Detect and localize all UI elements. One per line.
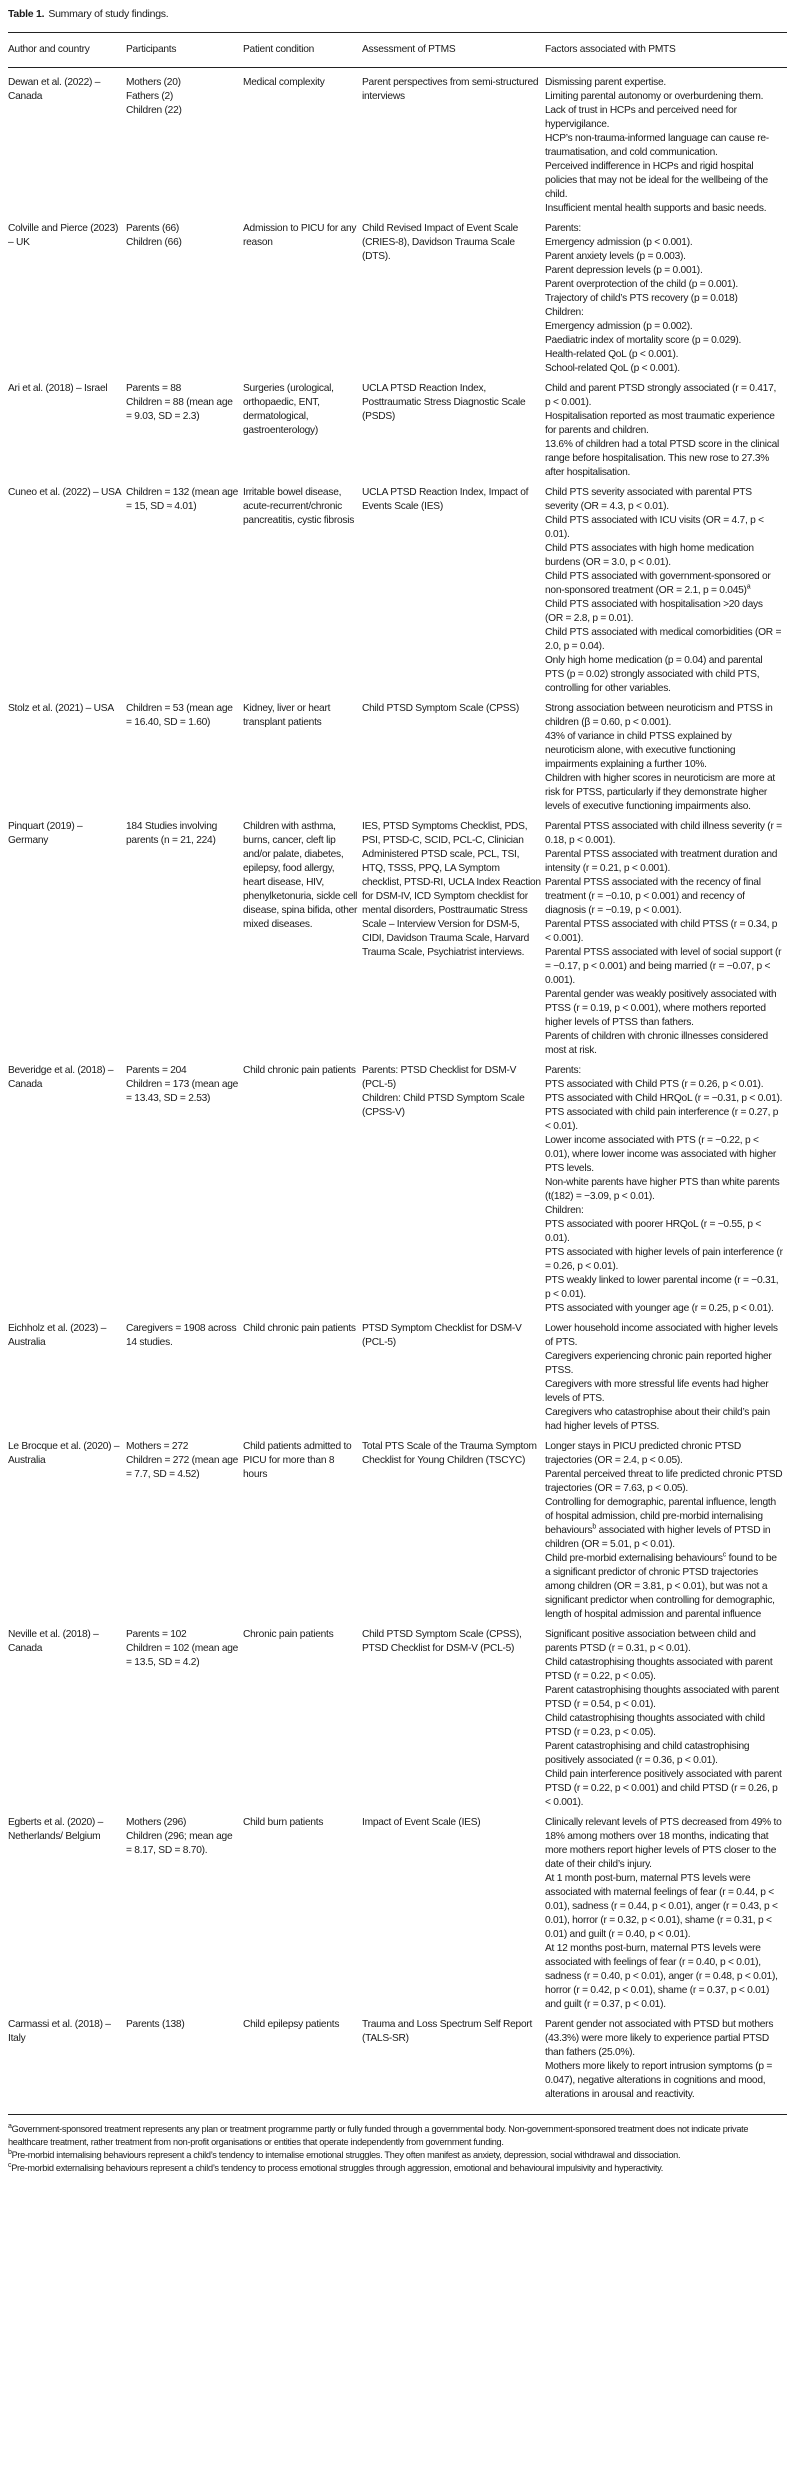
condition-line: Irritable bowel disease, acute-recurrent/chronic pancreatitis, cystic fibrosis (243, 487, 355, 526)
factor-item (545, 1816, 783, 1872)
assessment-line: UCLA PTSD Reaction Index, Posttraumatic Stress Diagnostic Scale (PSDS) (362, 383, 526, 422)
study-findings-table (8, 32, 787, 2115)
condition-line: Chronic pain patients (243, 1629, 334, 1640)
participants-line: Fathers (2) (126, 91, 174, 102)
cell-participants (126, 68, 243, 219)
factor-text: Parents: (545, 1065, 581, 1076)
factor-text: Parents: (545, 223, 581, 234)
factor-item (545, 702, 783, 730)
cell-factors (545, 218, 787, 378)
cell-factors (545, 482, 787, 698)
cell-author: Colville and Pierce (2023) – UK (8, 223, 119, 248)
factor-text: PTS associated with higher levels of pain interference (r = 0.26, p < 0.01). (545, 1247, 783, 1272)
cell-condition (243, 698, 362, 816)
table-row (8, 698, 787, 816)
cell-participants (126, 1060, 243, 1318)
factor-item (545, 1302, 783, 1316)
footnote-text: Pre-morbid internalising behaviours represent a child’s tendency to internalise emotional struggles. They often manifest as anxiety, depression, social withdrawal and dissociation. (11, 2150, 681, 2160)
factor-item (545, 1218, 783, 1246)
factor-item (545, 264, 783, 278)
cell-assessment (362, 2014, 545, 2115)
condition-line: Child burn patients (243, 1817, 324, 1828)
factor-text: Lower income associated with PTS (r = −0.22, p < 0.01), where lower income was associated with higher PTS levels. (545, 1135, 777, 1174)
table-title: Summary of study findings. (48, 8, 169, 20)
footnote-marker: a (746, 583, 751, 591)
cell-author: Stolz et al. (2021) – USA (8, 703, 114, 714)
factor-text: Strong association between neuroticism and PTSS in children (β = 0.60, p < 0.001). (545, 703, 773, 728)
factor-item (545, 410, 783, 438)
factor-item (545, 1246, 783, 1274)
factor-text: Emergency admission (p = 0.002). (545, 321, 693, 332)
participants-line: Children = 132 (mean age = 15, SD ≈ 4.01) (126, 487, 239, 512)
factor-text: PTS weakly linked to lower parental income (r = −0.31, p < 0.01). (545, 1275, 779, 1300)
factor-item (545, 542, 783, 570)
factor-text: Parent depression levels (p = 0.001). (545, 265, 703, 276)
assessment-line: Child PTSD Symptom Scale (CPSS) (362, 703, 519, 714)
factor-item (545, 1406, 783, 1434)
factor-item (545, 1030, 783, 1058)
factor-text: Significant positive association between child and parents PTSD (r = 0.31, p < 0.01). (545, 1629, 756, 1654)
participants-line: Children = 173 (mean age = 13.43, SD = 2.53) (126, 1079, 239, 1104)
footnote-mark: c (8, 2161, 12, 2169)
cell-assessment (362, 482, 545, 698)
factor-text: Parent catastrophising and child catastrophising positively associated (r = 0.36, p < 0.01). (545, 1741, 750, 1766)
footnote (8, 2123, 787, 2149)
factor-item (545, 1552, 783, 1622)
factor-item (545, 730, 783, 772)
factor-item (545, 654, 783, 696)
cell-author: Eichholz et al. (2023) – Australia (8, 1323, 107, 1348)
factor-text: Parental PTSS associated with child illness severity (r = 0.18, p < 0.001). (545, 821, 782, 846)
footnote (8, 2162, 787, 2175)
factor-text: Children: (545, 1205, 584, 1216)
factor-text: Parent gender not associated with PTSD but mothers (43.3%) were more likely to experience partial PTSD than fathers (25.0%). (545, 2019, 774, 2058)
table-row (8, 1812, 787, 2014)
table-row (8, 378, 787, 482)
condition-line: Children with asthma, burns, cancer, cleft lip and/or palate, diabetes, epilepsy, food allergy, heart disease, HIV, phenylketonuria, sickle cell disease, spina bifida, other mixed diseases. (243, 821, 358, 930)
participants-line: Children = 272 (mean age = 7.7, SD = 4.52) (126, 1455, 239, 1480)
cell-factors (545, 68, 787, 219)
factor-text: Parental PTSS associated with the recency of final treatment (r = −0.10, p < 0.001) and recency of diagnosis (r = −0.19, p < 0.001). (545, 877, 761, 916)
cell-participants (126, 1318, 243, 1436)
table-row (8, 1318, 787, 1436)
factor-item (545, 348, 783, 362)
participants-line: Mothers (296) (126, 1817, 187, 1828)
cell-author: Cuneo et al. (2022) – USA (8, 487, 122, 498)
factor-item (545, 1092, 783, 1106)
footnote-mark: a (8, 2122, 12, 2130)
factor-item (545, 1628, 783, 1656)
table-body (8, 68, 787, 2115)
cell-participants (126, 1812, 243, 2014)
assessment-line: PTSD Symptom Checklist for DSM-V (PCL-5) (362, 1323, 522, 1348)
participants-line: Children = 88 (mean age = 9.03, SD = 2.3) (126, 397, 233, 422)
header-author: Author and country (8, 33, 126, 68)
participants-line: Children = 102 (mean age = 13.5, SD = 4.2) (126, 1643, 239, 1668)
cell-participants (126, 218, 243, 378)
factor-text: Lower household income associated with higher levels of PTS. (545, 1323, 778, 1348)
factor-item (545, 598, 783, 626)
factor-item (545, 1496, 783, 1552)
factor-item (545, 1656, 783, 1684)
factor-text: Child catastrophising thoughts associated with parent PTSD (r = 0.22, p < 0.05). (545, 1657, 773, 1682)
cell-assessment (362, 1060, 545, 1318)
participants-line: Mothers = 272 (126, 1441, 189, 1452)
factor-item (545, 1740, 783, 1768)
factor-item (545, 292, 783, 306)
condition-line: Admission to PICU for any reason (243, 223, 357, 248)
assessment-line: UCLA PTSD Reaction Index, Impact of Events Scale (IES) (362, 487, 529, 512)
factor-text: Parent overprotection of the child (p = 0.001). (545, 279, 738, 290)
factor-text: Parental gender was weakly positively associated with PTSS (r = 0.19, p < 0.001), where mothers reported higher levels of PTSS than fathers. (545, 989, 777, 1028)
participants-line: Parents (138) (126, 2019, 185, 2030)
factor-item (545, 76, 783, 90)
cell-factors (545, 1436, 787, 1624)
factor-text: Child PTS severity associated with parental PTS severity (OR = 4.3, p < 0.01). (545, 487, 752, 512)
cell-factors (545, 1060, 787, 1318)
factor-item (545, 772, 783, 814)
factor-text: Child catastrophising thoughts associated with child PTSD (r = 0.23, p < 0.05). (545, 1713, 765, 1738)
table-row (8, 218, 787, 378)
footnote-text: Government-sponsored treatment represents any plan or treatment programme partly or fully funded through a governmental body. Non-government-sponsored treatment does not indicate private healthcare treatment, rather treatment from non-profit organisations or entities that operate independently from government funding. (8, 2124, 749, 2147)
factor-text: Caregivers who catastrophise about their child’s pain had higher levels of PTSS. (545, 1407, 770, 1432)
factor-text: Child PTS associated with medical comorbidities (OR = 2.0, p = 0.04). (545, 627, 782, 652)
factor-text: Limiting parental autonomy or overburdening them. (545, 91, 764, 102)
factor-item (545, 988, 783, 1030)
factor-item (545, 1134, 783, 1176)
cell-assessment (362, 68, 545, 219)
factor-text: Lack of trust in HCPs and perceived need for hypervigilance. (545, 105, 737, 130)
factor-text: Perceived indifference in HCPs and rigid hospital policies that may not be ideal for the wellbeing of the child. (545, 161, 768, 200)
factor-item (545, 1712, 783, 1740)
table-row (8, 816, 787, 1060)
factor-text: Child pre-morbid externalising behaviours (545, 1553, 723, 1564)
factor-text: Health-related QoL (p < 0.001). (545, 349, 679, 360)
cell-author: Neville et al. (2018) – Canada (8, 1629, 99, 1654)
factor-item (545, 104, 783, 132)
cell-participants (126, 378, 243, 482)
factor-item (545, 946, 783, 988)
factor-item (545, 90, 783, 104)
cell-assessment (362, 1812, 545, 2014)
cell-condition (243, 1624, 362, 1812)
factor-text: Parental PTSS associated with level of social support (r = −0.17, p < 0.001) and being married (r = −0.07, p < 0.001). (545, 947, 782, 986)
factor-text: PTS associated with younger age (r = 0.25, p < 0.01). (545, 1303, 774, 1314)
factor-text: Parental PTSS associated with child PTSS (r = 0.34, p < 0.001). (545, 919, 778, 944)
factor-item (545, 362, 783, 376)
factor-item (545, 820, 783, 848)
cell-condition (243, 1436, 362, 1624)
cell-factors (545, 378, 787, 482)
footnote (8, 2149, 787, 2162)
factor-item (545, 250, 783, 264)
factor-item (545, 132, 783, 160)
factor-item (545, 334, 783, 348)
factor-item (545, 1204, 783, 1218)
factor-text: Parental PTSS associated with treatment duration and intensity (r = 0.21, p < 0.001). (545, 849, 778, 874)
factor-text: HCP’s non-trauma-informed language can cause re-traumatisation, and cold communication. (545, 133, 769, 158)
table-row (8, 1436, 787, 1624)
cell-author: Dewan et al. (2022) – Canada (8, 77, 101, 102)
participants-line: Children = 53 (mean age = 16.40, SD = 1.60) (126, 703, 233, 728)
footnote-text: Pre-morbid externalising behaviours represent a child’s tendency to process emotional struggles through aggression, emotional and behavioural impulsivity and hyperactivity. (11, 2163, 663, 2173)
factor-item (545, 570, 783, 598)
assessment-line: Total PTS Scale of the Trauma Symptom Checklist for Young Children (TSCYC) (362, 1441, 537, 1466)
cell-assessment (362, 1436, 545, 1624)
factor-text: Children: (545, 307, 584, 318)
condition-line: Medical complexity (243, 77, 325, 88)
cell-participants (126, 482, 243, 698)
factor-text-cont: found to be a significant predictor of chronic PTSD trajectories among children (OR = 3.81, p < 0.01), but was not a significant predictor when controlling for demographic, length of hospital admission and parental influence (545, 1553, 777, 1620)
table-caption (8, 8, 787, 20)
cell-condition (243, 1812, 362, 2014)
factor-item (545, 278, 783, 292)
factor-item (545, 1768, 783, 1810)
factor-item (545, 382, 783, 410)
condition-line: Child chronic pain patients (243, 1323, 356, 1334)
footnote-marker: b (592, 1523, 596, 1531)
cell-condition (243, 378, 362, 482)
assessment-line: Impact of Event Scale (IES) (362, 1817, 481, 1828)
factor-item (545, 320, 783, 334)
factor-text: Non-white parents have higher PTS than white parents (t(182) = −3.09, p < 0.01). (545, 1177, 780, 1202)
participants-line: Children (22) (126, 105, 182, 116)
factor-text: PTS associated with poorer HRQoL (r = −0.55, p < 0.01). (545, 1219, 762, 1244)
factor-item (545, 1684, 783, 1712)
factor-item (545, 1176, 783, 1204)
factor-text: Parent anxiety levels (p = 0.003). (545, 251, 686, 262)
cell-condition (243, 816, 362, 1060)
factor-item (545, 2060, 783, 2102)
table-row (8, 68, 787, 219)
factor-text: Paediatric index of mortality score (p = 0.029). (545, 335, 742, 346)
assessment-line: IES, PTSD Symptoms Checklist, PDS, PSI, PTSD-C, SCID, PCL-C, Clinician Administered PTSD scale, PCL, TSI, HTQ, TSSS, PPQ, LA Symptom checklist, PTSD-RI, UCLA Index Reaction for DSM-IV, ICD Symptom checklist for mental disorders, Posttraumatic Stress Scale – Interview Version for DSM-5, CIDI, Davidson Trauma Scale, Harvard Trauma Scale, Psychiatrist interviews. (362, 821, 541, 958)
footnote-mark: b (8, 2148, 12, 2156)
assessment-line: Children: Child PTSD Symptom Scale (CPSS-V) (362, 1093, 525, 1118)
table-header (8, 33, 787, 68)
factor-item (545, 918, 783, 946)
factor-text: 43% of variance in child PTSS explained by neuroticism alone, with executive functioning impairments explaining a further 10%. (545, 731, 736, 770)
condition-line: Kidney, liver or heart transplant patients (243, 703, 331, 728)
factor-item (545, 306, 783, 320)
factor-text: Insufficient mental health supports and basic needs. (545, 203, 767, 214)
factor-item (545, 514, 783, 542)
condition-line: Child chronic pain patients (243, 1065, 356, 1076)
factor-item (545, 222, 783, 236)
footnote-marker: c (722, 1551, 726, 1559)
cell-assessment (362, 378, 545, 482)
factor-item (545, 1106, 783, 1134)
factor-text: Parents of children with chronic illnesses considered most at risk. (545, 1031, 768, 1056)
factor-item (545, 2018, 783, 2060)
factor-item (545, 1350, 783, 1378)
header-assessment: Assessment of PTMS (362, 33, 545, 68)
cell-participants (126, 816, 243, 1060)
cell-factors (545, 1812, 787, 2014)
factor-item (545, 1078, 783, 1092)
factor-text: Children with higher scores in neuroticism are more at risk for PTSS, particularly if they demonstrate higher levels of executive functioning impairments also. (545, 773, 775, 812)
factor-text: Child PTS associated with hospitalisation >20 days (OR = 2.8, p = 0.01). (545, 599, 763, 624)
factor-text: Hospitalisation reported as most traumatic experience for parents and children. (545, 411, 775, 436)
table-row (8, 1624, 787, 1812)
table-row (8, 2014, 787, 2115)
factor-text: Controlling for demographic, parental influence, length of hospital admission, child pre-morbid internalising behaviours (545, 1497, 776, 1536)
cell-factors (545, 1318, 787, 1436)
factor-item (545, 486, 783, 514)
factor-item (545, 1064, 783, 1078)
factor-item (545, 848, 783, 876)
factor-text: Child pain interference positively associated with parent PTSD (r = 0.22, p < 0.001) and child PTSD (r = 0.26, p < 0.001). (545, 1769, 782, 1808)
factor-text: At 12 months post-burn, maternal PTS levels were associated with feelings of fear (r = 0.40, p < 0.01), sadness (r = 0.40, p < 0.01), anger (r = 0.48, p < 0.01), horror (r = 0.42, p < 0.01), shame (r = 0.37, p < 0.01) and guilt (r = 0.37, p < 0.01). (545, 1943, 778, 2010)
factor-text: PTS associated with child pain interference (r = 0.27, p < 0.01). (545, 1107, 779, 1132)
cell-author: Pinquart (2019) – Germany (8, 821, 83, 846)
cell-assessment (362, 816, 545, 1060)
factor-item (545, 160, 783, 202)
participants-line: Children (296; mean age = 8.17, SD = 8.70). (126, 1831, 233, 1856)
cell-condition (243, 218, 362, 378)
cell-author: Carmassi et al. (2018) – Italy (8, 2014, 126, 2115)
factor-text: Parent catastrophising thoughts associated with parent PTSD (r = 0.54, p < 0.01). (545, 1685, 779, 1710)
participants-line: Parents = 88 (126, 383, 182, 394)
factor-text: At 1 month post-burn, maternal PTS levels were associated with maternal feelings of fear (r = 0.44, p < 0.01), sadness (r = 0.44, p < 0.01), anger (r = 0.43, p < 0.01), horror (r = 0.32, p < 0.01), shame (r = 0.31, p < 0.01) and guilt (r = 0.40, p < 0.01). (545, 1873, 778, 1940)
cell-factors (545, 2014, 787, 2115)
cell-condition (243, 2014, 362, 2115)
factor-item (545, 1322, 783, 1350)
factor-item (545, 1440, 783, 1468)
assessment-line: Parent perspectives from semi-structured interviews (362, 77, 539, 102)
factor-text: Child PTS associates with high home medication burdens (OR = 3.0, p < 0.01). (545, 543, 754, 568)
factor-item (545, 1872, 783, 1942)
factor-text: 13.6% of children had a total PTSD score in the clinical range before hospitalisation. This new rose to 27.3% after hospitalisation. (545, 439, 780, 478)
factor-text: Only high home medication (p = 0.04) and parental PTS (p = 0.02) strongly associated with child PTS, controlling for other variables. (545, 655, 763, 694)
assessment-line: Trauma and Loss Spectrum Self Report (TALS-SR) (362, 2019, 533, 2044)
factor-text: Parental perceived threat to life predicted chronic PTSD trajectories (OR = 7.63, p < 0.05). (545, 1469, 783, 1494)
cell-author: Le Brocque et al. (2020) – Australia (8, 1441, 120, 1466)
cell-participants (126, 698, 243, 816)
assessment-line: Child PTSD Symptom Scale (CPSS), PTSD Checklist for DSM-V (PCL-5) (362, 1629, 522, 1654)
factor-text: Mothers more likely to report intrusion symptoms (p = 0.047), negative alterations in cognitions and mood, alterations in arousal and reactivity. (545, 2061, 773, 2100)
cell-factors (545, 698, 787, 816)
participants-line: Parents = 204 (126, 1065, 187, 1076)
factor-text: PTS associated with Child PTS (r = 0.26, p < 0.01). (545, 1079, 764, 1090)
table-row (8, 1060, 787, 1318)
factor-text: Child and parent PTSD strongly associated (r = 0.417, p < 0.001). (545, 383, 777, 408)
factor-text: Dismissing parent expertise. (545, 77, 666, 88)
factor-item (545, 438, 783, 480)
cell-condition (243, 482, 362, 698)
cell-condition (243, 1060, 362, 1318)
cell-condition (243, 68, 362, 219)
factor-text: Clinically relevant levels of PTS decreased from 49% to 18% among mothers over 18 months, indicating that more mothers report higher levels of PTS closer to the date of their child’s injury. (545, 1817, 782, 1870)
factor-text-cont: associated with higher levels of PTSD in children (OR = 5.01, p < 0.01). (545, 1525, 771, 1550)
factor-text: Child PTS associated with government-sponsored or non-sponsored treatment (OR = 2.1, p = 0.045) (545, 571, 771, 596)
factor-text: Child PTS associated with ICU visits (OR = 4.7, p < 0.01). (545, 515, 764, 540)
cell-factors (545, 816, 787, 1060)
cell-author: Ari et al. (2018) – Israel (8, 383, 108, 394)
table-label: Table 1. (8, 8, 45, 20)
assessment-line: Child Revised Impact of Event Scale (CRIES-8), Davidson Trauma Scale (DTS). (362, 223, 519, 262)
participants-line: Parents = 102 (126, 1629, 187, 1640)
cell-participants (126, 1624, 243, 1812)
cell-condition (243, 1318, 362, 1436)
participants-line: Mothers (20) (126, 77, 181, 88)
factor-text: Emergency admission (p < 0.001). (545, 237, 693, 248)
cell-factors (545, 1624, 787, 1812)
condition-line: Surgeries (urological, orthopaedic, ENT, dermatological, gastroenterology) (243, 383, 334, 436)
participants-line: 184 Studies involving parents (n = 21, 224) (126, 821, 218, 846)
cell-participants (126, 1436, 243, 1624)
factor-item (545, 1378, 783, 1406)
factor-text: School-related QoL (p < 0.001). (545, 363, 680, 374)
table-footnotes (8, 2123, 787, 2175)
factor-item (545, 626, 783, 654)
assessment-line: Parents: PTSD Checklist for DSM-V (PCL-5) (362, 1065, 517, 1090)
factor-text: Longer stays in PICU predicted chronic PTSD trajectories (OR = 2.4, p < 0.05). (545, 1441, 741, 1466)
factor-item (545, 1942, 783, 2012)
cell-assessment (362, 218, 545, 378)
header-factors: Factors associated with PMTS (545, 33, 787, 68)
header-condition: Patient condition (243, 33, 362, 68)
factor-item (545, 202, 783, 216)
cell-assessment (362, 698, 545, 816)
factor-text: PTS associated with Child HRQoL (r = −0.31, p < 0.01). (545, 1093, 783, 1104)
factor-item (545, 876, 783, 918)
cell-author: Egberts et al. (2020) – Netherlands/ Belgium (8, 1817, 104, 1842)
participants-line: Caregivers = 1908 across 14 studies. (126, 1323, 237, 1348)
factor-item (545, 1468, 783, 1496)
cell-author: Beveridge et al. (2018) – Canada (8, 1065, 114, 1090)
factor-text: Caregivers with more stressful life events had higher levels of PTS. (545, 1379, 769, 1404)
table-row (8, 482, 787, 698)
cell-assessment (362, 1318, 545, 1436)
condition-line: Child patients admitted to PICU for more than 8 hours (243, 1441, 352, 1480)
cell-assessment (362, 1624, 545, 1812)
factor-item (545, 1274, 783, 1302)
participants-line: Children (66) (126, 237, 182, 248)
factor-text: Caregivers experiencing chronic pain reported higher PTSS. (545, 1351, 772, 1376)
header-participants: Participants (126, 33, 243, 68)
condition-line: Child epilepsy patients (243, 2019, 340, 2030)
participants-line: Parents (66) (126, 223, 180, 234)
factor-item (545, 236, 783, 250)
factor-text: Trajectory of child’s PTS recovery (p = 0.018) (545, 293, 738, 304)
cell-participants (126, 2014, 243, 2115)
